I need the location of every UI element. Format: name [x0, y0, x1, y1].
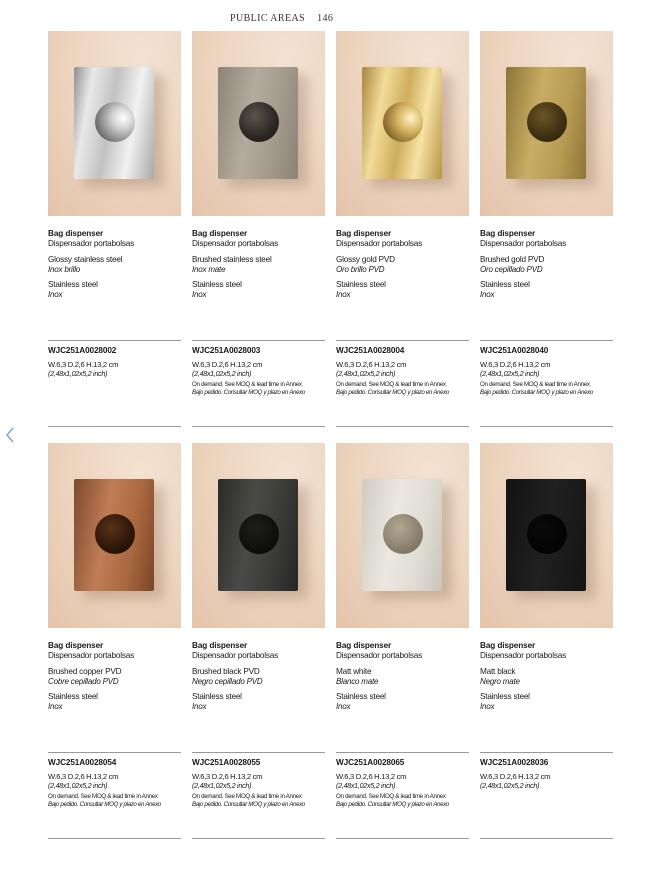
product-card [48, 31, 181, 442]
product-subtitle: Dispensador portabolsas [336, 239, 422, 248]
divider [480, 752, 613, 753]
product-dimensions-inch: (2,48x1,02x5,2 inch) [48, 781, 108, 790]
product-photo [48, 31, 181, 216]
product-dimensions-inch: (2,48x1,02x5,2 inch) [192, 369, 252, 378]
product-card [480, 443, 613, 854]
product-finish-es: Oro brillo PVD [336, 265, 385, 274]
product-note: On demand. See MOQ & lead time in Annex [192, 793, 302, 800]
product-note: On demand. See MOQ & lead time in Annex [48, 793, 158, 800]
dispenser-opening [383, 514, 423, 554]
product-dimensions-inch: (2,48x1,02x5,2 inch) [480, 369, 540, 378]
product-subtitle: Dispensador portabolsas [192, 651, 278, 660]
product-card [192, 443, 325, 854]
divider [336, 838, 469, 839]
product-note: On demand. See MOQ & lead time in Annex [480, 381, 590, 388]
product-title: Bag dispenser [336, 229, 392, 238]
product-photo [336, 31, 469, 216]
product-card [336, 443, 469, 854]
product-material: Stainless steel [48, 280, 98, 289]
dispenser-plate [362, 67, 442, 179]
product-dimensions: W.6,3 D.2,6 H.13,2 cm [480, 360, 551, 369]
product-note-es: Bajo pedido. Consultar MOQ y plazo en Anexo [336, 801, 450, 808]
divider [192, 426, 325, 427]
product-code: WJC251A0028036 [480, 758, 549, 767]
product-title: Bag dispenser [336, 641, 392, 650]
product-dimensions: W.6,3 D.2,6 H.13,2 cm [48, 772, 119, 781]
product-material: Stainless steel [480, 692, 530, 701]
dispenser-plate [506, 479, 586, 591]
product-material: Stainless steel [336, 280, 386, 289]
dispenser-plate [362, 479, 442, 591]
divider [192, 838, 325, 839]
product-finish: Brushed gold PVD [480, 255, 545, 264]
product-card [336, 31, 469, 442]
product-finish: Matt white [336, 667, 372, 676]
product-note-es: Bajo pedido. Consultar MOQ y plazo en Anexo [480, 389, 594, 396]
product-finish: Brushed black PVD [192, 667, 260, 676]
product-material-es: Inox [48, 702, 63, 711]
product-dimensions: W.6,3 D.2,6 H.13,2 cm [192, 360, 263, 369]
product-finish: Glossy stainless steel [48, 255, 123, 264]
product-code: WJC251A0028040 [480, 346, 549, 355]
product-finish-es: Blanco mate [336, 677, 379, 686]
product-code: WJC251A0028055 [192, 758, 261, 767]
divider [480, 426, 613, 427]
product-subtitle: Dispensador portabolsas [336, 651, 422, 660]
product-note: On demand. See MOQ & lead time in Annex [192, 381, 302, 388]
product-subtitle: Dispensador portabolsas [48, 651, 134, 660]
dispenser-plate [506, 67, 586, 179]
product-photo [336, 443, 469, 628]
product-title: Bag dispenser [48, 229, 104, 238]
product-dimensions-inch: (2,48x1,02x5,2 inch) [336, 369, 396, 378]
product-dimensions: W.6,3 D.2,6 H.13,2 cm [336, 772, 407, 781]
product-code: WJC251A0028004 [336, 346, 405, 355]
product-finish-es: Oro cepillado PVD [480, 265, 543, 274]
product-material-es: Inox [480, 290, 495, 299]
product-dimensions: W.6,3 D.2,6 H.13,2 cm [192, 772, 263, 781]
divider [336, 340, 469, 341]
product-title: Bag dispenser [192, 229, 248, 238]
product-photo [192, 443, 325, 628]
product-note-es: Bajo pedido. Consultar MOQ y plazo en Anexo [192, 801, 306, 808]
dispenser-opening [239, 102, 279, 142]
product-finish-es: Inox brillo [48, 265, 81, 274]
product-dimensions: W.6,3 D.2,6 H.13,2 cm [48, 360, 119, 369]
product-material: Stainless steel [480, 280, 530, 289]
product-finish: Brushed copper PVD [48, 667, 122, 676]
product-finish-es: Inox mate [192, 265, 226, 274]
dispenser-opening [95, 102, 135, 142]
product-subtitle: Dispensador portabolsas [192, 239, 278, 248]
product-material-es: Inox [336, 702, 351, 711]
product-dimensions-inch: (2,48x1,02x5,2 inch) [336, 781, 396, 790]
dispenser-plate [74, 479, 154, 591]
dispenser-plate [218, 67, 298, 179]
dispenser-opening [95, 514, 135, 554]
product-title: Bag dispenser [192, 641, 248, 650]
divider [336, 752, 469, 753]
divider [336, 426, 469, 427]
product-material: Stainless steel [192, 280, 242, 289]
product-material-es: Inox [192, 702, 207, 711]
product-finish: Matt black [480, 667, 516, 676]
product-note-es: Bajo pedido. Consultar MOQ y plazo en Anexo [48, 801, 162, 808]
section-title: PUBLIC AREAS [230, 13, 306, 24]
product-dimensions: W.6,3 D.2,6 H.13,2 cm [336, 360, 407, 369]
dispenser-opening [383, 102, 423, 142]
product-code: WJC251A0028003 [192, 346, 261, 355]
product-note: On demand. See MOQ & lead time in Annex [336, 793, 446, 800]
divider [48, 340, 181, 341]
product-dimensions-inch: (2,48x1,02x5,2 inch) [48, 369, 108, 378]
product-material-es: Inox [192, 290, 207, 299]
divider [192, 752, 325, 753]
product-material-es: Inox [336, 290, 351, 299]
product-title: Bag dispenser [480, 229, 536, 238]
product-note-es: Bajo pedido. Consultar MOQ y plazo en Anexo [336, 389, 450, 396]
page-number: 146 [317, 13, 334, 24]
product-dimensions-inch: (2,48x1,02x5,2 inch) [192, 781, 252, 790]
product-photo [480, 31, 613, 216]
product-code: WJC251A0028054 [48, 758, 117, 767]
product-title: Bag dispenser [480, 641, 536, 650]
product-material: Stainless steel [192, 692, 242, 701]
dispenser-plate [218, 479, 298, 591]
dispenser-opening [239, 514, 279, 554]
product-note: On demand. See MOQ & lead time in Annex [336, 381, 446, 388]
product-code: WJC251A0028002 [48, 346, 117, 355]
dispenser-plate [74, 67, 154, 179]
product-photo [192, 31, 325, 216]
product-material: Stainless steel [336, 692, 386, 701]
product-photo [480, 443, 613, 628]
product-card [48, 443, 181, 854]
product-code: WJC251A0028065 [336, 758, 405, 767]
product-subtitle: Dispensador portabolsas [48, 239, 134, 248]
divider [48, 426, 181, 427]
product-finish-es: Cobre cepillado PVD [48, 677, 119, 686]
divider [48, 838, 181, 839]
product-subtitle: Dispensador portabolsas [480, 651, 566, 660]
product-material-es: Inox [480, 702, 495, 711]
dispenser-opening [527, 102, 567, 142]
divider [480, 340, 613, 341]
product-material: Stainless steel [48, 692, 98, 701]
product-card [192, 31, 325, 442]
product-photo [48, 443, 181, 628]
product-finish: Glossy gold PVD [336, 255, 395, 264]
product-dimensions: W.6,3 D.2,6 H.13,2 cm [480, 772, 551, 781]
dispenser-opening [527, 514, 567, 554]
product-note-es: Bajo pedido. Consultar MOQ y plazo en Anexo [192, 389, 306, 396]
divider [48, 752, 181, 753]
product-dimensions-inch: (2,48x1,02x5,2 inch) [480, 781, 540, 790]
product-title: Bag dispenser [48, 641, 104, 650]
product-finish-es: Negro mate [480, 677, 520, 686]
product-card [480, 31, 613, 442]
product-material-es: Inox [48, 290, 63, 299]
product-subtitle: Dispensador portabolsas [480, 239, 566, 248]
divider [480, 838, 613, 839]
divider [192, 340, 325, 341]
product-finish-es: Negro cepillado PVD [192, 677, 263, 686]
product-finish: Brushed stainless steel [192, 255, 272, 264]
